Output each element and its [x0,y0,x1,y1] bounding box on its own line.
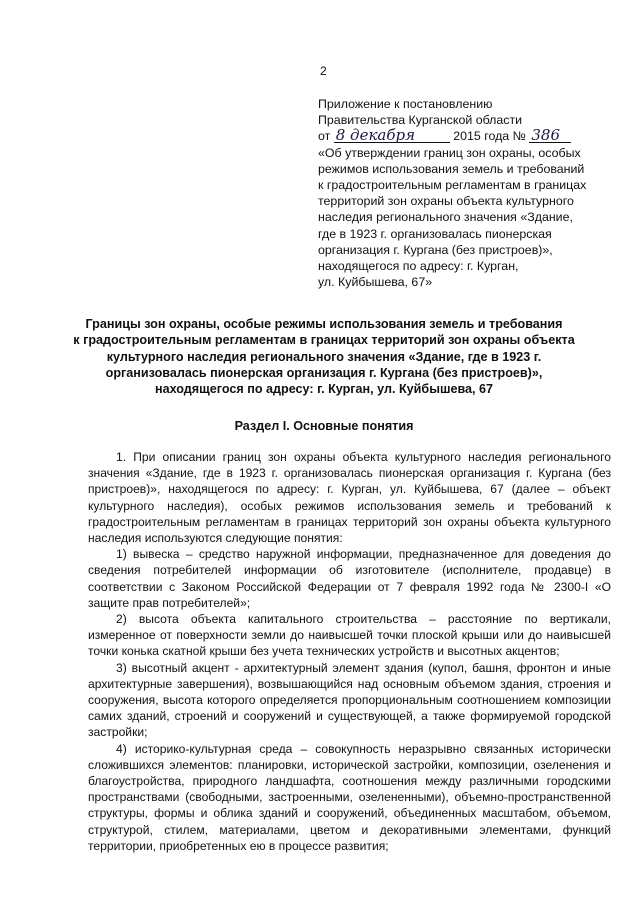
handwritten-number: 386 [529,128,571,143]
appendix-line-2: Правительства Курганской области [318,113,523,128]
appendix-quote-line: ул. Куйбышева, 67» [318,275,433,290]
appendix-quote [318,145,618,291]
handwritten-date: 8 декабря [334,128,450,143]
paragraph: 2) высота объекта капитального строительства – расстояние по вертикали, измеренное от поверхности земли до наивысшей точки плоской крыши или до наивысшей точки конька скатной крыши без учета технических устройств и высотных акцентов; [88,612,611,659]
paragraph: 1. При описании границ зон охраны объекта культурного наследия регионального значения «Здание, где в 1923 г. организовалась пионерская организация г. Кургана (без пристроев)», находящегося по адресу: г. Курган, ул. Куйбышева, 67 (далее – объект культурного наследия), особых режимов использования земель и требований к градостроительным регламентам в границах территорий зон охраны объекта культурного наследия используются следующие понятия: [88,450,611,546]
appendix-from: от [318,129,331,144]
appendix-year-text: 2015 года № [453,129,526,144]
body-text [88,449,611,854]
appendix-date-line [318,128,618,144]
title-line: к градостроительным регламентам в границах территорий зон охраны объекта [73,333,575,348]
document-title [64,316,584,397]
appendix-quote-line: наследия регионального значения «Здание, [318,210,573,225]
page-number: 2 [320,64,327,78]
appendix-quote-line: к градостроительным регламентам в границах [318,178,587,193]
title-line: находящегося по адресу: г. Курган, ул. Куйбышева, 67 [154,382,494,397]
title-line: культурного наследия регионального значения «Здание, где в 1923 г. [106,349,542,364]
appendix-line-1: Приложение к постановлению [318,97,493,111]
appendix-quote-line: «Об утверждении границ зон охраны, особых [318,145,581,160]
appendix-quote-line: находящегося по адресу: г. Курган, [318,259,519,274]
appendix-quote-line: где в 1923 г. организовалась пионерская [318,226,552,241]
appendix-quote-line: территорий зон охраны объекта культурного [318,194,574,209]
paragraph: 1) вывеска – средство наружной информации, предназначенное для доведения до сведения потребителей информации об изготовителе (исполнителе, продавце) в соответствии с Законом Российской Федерации от 7 февраля 1992 года № 2300-I «О защите прав потребителей»; [88,547,611,610]
paragraph: 4) историко-культурная среда – совокупность неразрывно связанных исторически сложившихся элементов: планировки, исторической застройки, композиции, озеленения и благоустройства, природного ландшафта, соотношения между различными городскими пространствами (свободными, застроенными, озелененными), объемно-пространственной структуры, формы и облика зданий и сооружений, объединенных масштабом, объемом, структурой, стилем, материалами, цветом и декоративными элементами, функций территории, приобретенных ею в процессе развития; [88,741,611,853]
section-heading: Раздел I. Основные понятия [234,419,414,433]
appendix-quote-line: организация г. Кургана (без пристроев)», [318,242,553,257]
paragraph: 3) высотный акцент - архитектурный элемент здания (купол, башня, фронтон и иные архитектурные завершения), возвышающийся над основным объемом здания, строения и сооружения, высота которого определяется пропорциональным соотношением композиции самих зданий, строений и сооружений и существующей, а также формируемой городской застройки; [88,660,611,740]
title-line: Границы зон охраны, особые режимы использования земель и требования [85,317,563,331]
appendix-header [318,96,618,290]
appendix-quote-line: режимов использования земель и требований [318,161,585,176]
title-line: организовалась пионерская организация г. Кургана (без пристроев)», [105,365,543,380]
